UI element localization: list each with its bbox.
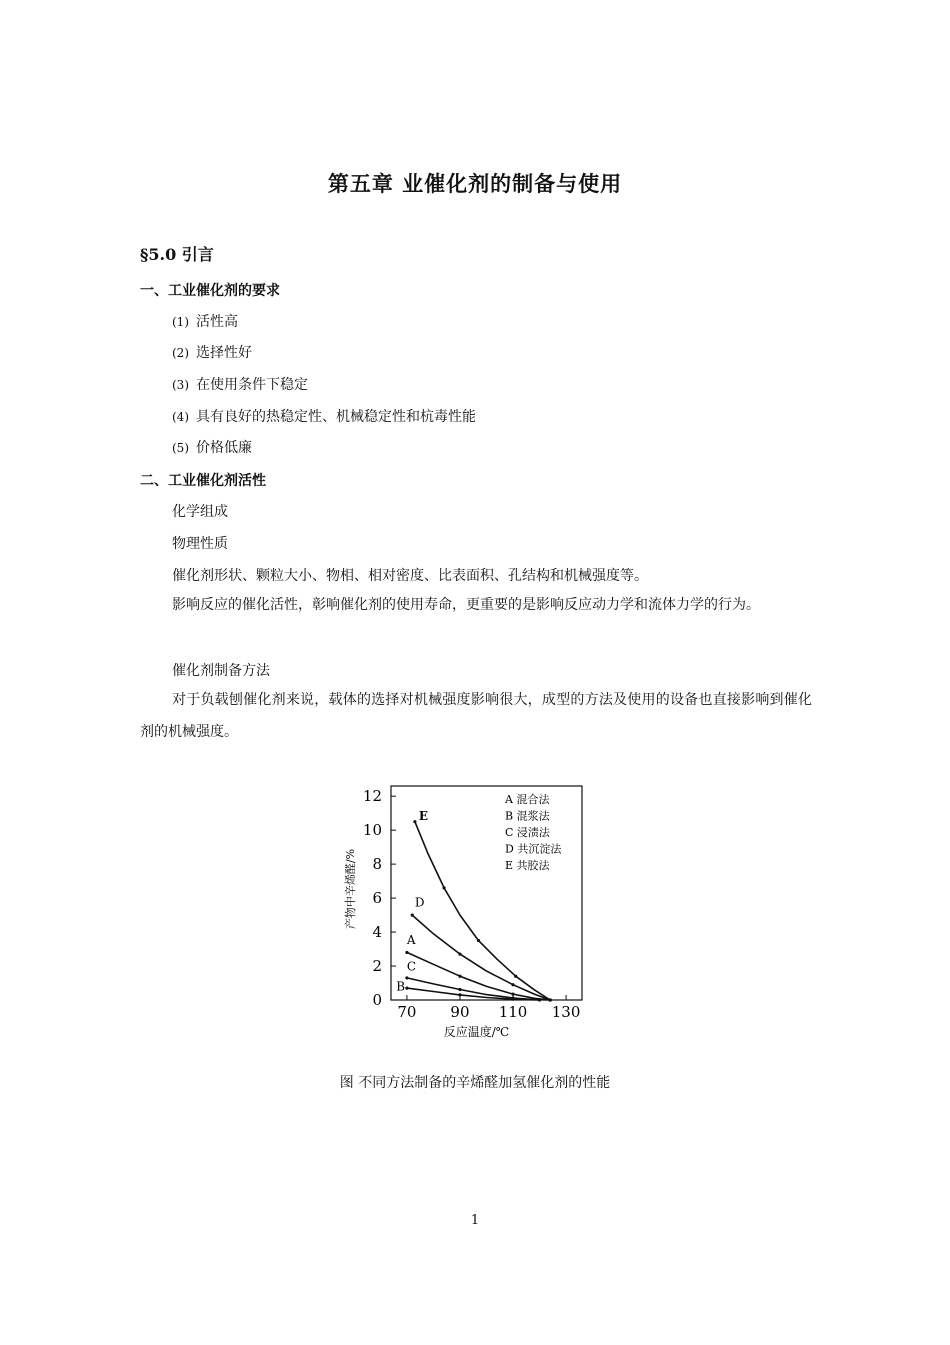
series-point — [458, 975, 461, 978]
series-point — [413, 820, 416, 823]
requirement-text: 选择性好 — [196, 345, 252, 361]
requirement-item — [172, 342, 252, 362]
x-tick-label: 130 — [551, 1003, 581, 1021]
figure-caption: 图 不同方法制备的辛烯醛加氢催化剂的性能 — [339, 1075, 611, 1091]
requirement-text: 活性高 — [196, 314, 238, 330]
requirement-text: 具有良好的热稳定性、机械稳定性和杭毒性能 — [196, 409, 476, 425]
y-tick-label: 0 — [372, 991, 382, 1009]
requirement-number: (5) — [172, 441, 189, 455]
y-tick-label: 8 — [372, 855, 382, 874]
series-point — [458, 953, 461, 956]
x-tick-label: 110 — [498, 1003, 528, 1021]
y-tick-label: 6 — [372, 889, 382, 908]
legend-entry: A 混合法 — [505, 793, 550, 806]
heading-activity: 二、工业催化剂活性 — [140, 473, 266, 489]
requirement-item — [172, 374, 308, 394]
series-point — [405, 987, 408, 990]
series-point — [442, 886, 445, 889]
paragraph-support: 对于负载刨催化剂来说，载体的选择对机械强度影响很大，成型的方法及使用的设备也直接影响到催化剂的机械强度。 — [140, 692, 812, 740]
x-tick-label: 70 — [397, 1003, 417, 1021]
y-axis-label: 产物中辛烯醛/% — [344, 848, 357, 930]
legend-entry: C 浸渍法 — [505, 826, 550, 839]
series-label-a: A — [406, 932, 416, 947]
item-physical-properties: 物理性质 — [172, 536, 228, 552]
series-label-c: C — [406, 959, 417, 974]
requirement-number: (1) — [172, 315, 189, 329]
item-chemical-composition: 化学组成 — [172, 504, 228, 520]
series-point — [549, 998, 552, 1001]
line-chart — [320, 778, 620, 1048]
item-preparation-method: 催化剂制备方法 — [172, 663, 270, 679]
chapter-title: 第五章 业催化剂的制备与使用 — [327, 171, 623, 196]
series-point — [458, 993, 461, 996]
requirement-item — [172, 406, 476, 426]
y-tick-label: 2 — [372, 957, 382, 976]
y-tick-label: 4 — [372, 923, 382, 942]
heading-requirements: 一、工业催化剂的要求 — [140, 283, 280, 299]
series-label-e: E — [418, 808, 429, 823]
series-point — [511, 992, 514, 995]
section-title: §5.0 引言 — [140, 245, 214, 264]
legend-entry: B 混浆法 — [505, 809, 550, 823]
requirement-number: (2) — [172, 346, 189, 360]
requirement-number: (4) — [172, 410, 189, 424]
legend-entry: D 共沉淀法 — [505, 842, 562, 856]
x-tick-label: 90 — [450, 1003, 470, 1021]
y-tick-label: 10 — [362, 821, 382, 840]
requirement-item — [172, 311, 238, 331]
requirement-number: (3) — [172, 378, 189, 392]
paragraph-influence: 影响反应的催化活性，彰响催化剂的使用寿命，更重要的是影响反应动力学和流体力学的行为。 — [172, 597, 760, 613]
series-point — [458, 988, 461, 991]
x-axis-label: 反应温度/℃ — [443, 1025, 510, 1039]
series-point — [411, 913, 414, 916]
series-point — [405, 951, 408, 954]
legend-entry: E 共胶法 — [505, 859, 550, 872]
series-label-d: D — [414, 895, 425, 910]
series-point — [514, 975, 517, 978]
series-label-b: B — [396, 979, 406, 994]
series-point — [511, 983, 514, 986]
series-point — [538, 998, 541, 1001]
requirement-text: 在使用条件下稳定 — [196, 377, 308, 393]
y-tick-label: 12 — [362, 787, 382, 806]
figure-chart — [320, 778, 620, 1048]
physical-properties-detail: 催化剂形状、颗粒大小、物相、相对密度、比表面积、孔结构和机械强度等。 — [172, 568, 648, 584]
series-point — [477, 939, 480, 942]
requirement-text: 价格低廉 — [196, 440, 252, 456]
series-point — [511, 998, 514, 1001]
series-point — [405, 976, 408, 979]
page-number: 1 — [470, 1213, 480, 1228]
requirement-item — [172, 437, 252, 457]
